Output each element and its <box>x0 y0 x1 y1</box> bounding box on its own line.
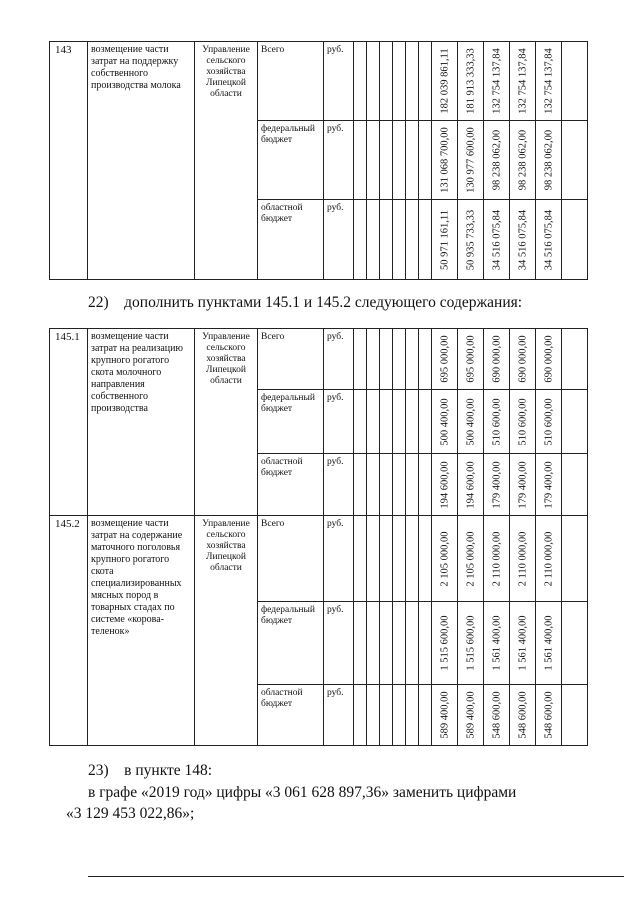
year-value: 510 600,00 <box>543 397 554 446</box>
year-value: 1 515 600,00 <box>465 615 476 671</box>
year-value: 179 400,00 <box>491 460 502 509</box>
year-value: 695 000,00 <box>439 335 450 383</box>
year-value: 1 515 600,00 <box>439 615 450 671</box>
year-value: 548 600,00 <box>517 691 528 739</box>
year-value: 690 000,00 <box>491 335 502 383</box>
year-value: 50 971 161,11 <box>439 209 450 270</box>
funding-source: федеральный бюджет <box>258 121 324 200</box>
responsible-authority: Управление сельского хозяйства Липецкой области <box>195 42 258 280</box>
year-value: 695 000,00 <box>465 335 476 383</box>
funding-source: федеральный бюджет <box>258 602 324 685</box>
funding-source: Всего <box>258 516 324 602</box>
unit: руб. <box>324 329 354 390</box>
unit: руб. <box>324 685 354 746</box>
year-value: 500 400,00 <box>465 397 476 446</box>
item-number: 143 <box>50 42 88 280</box>
table-row <box>50 329 588 390</box>
unit: руб. <box>324 121 354 200</box>
item-number: 145.1 <box>50 329 88 516</box>
year-value: 548 600,00 <box>491 691 502 739</box>
year-value: 2 110 000,00 <box>517 531 528 586</box>
year-value: 98 238 062,00 <box>517 129 528 191</box>
year-value: 34 516 075,84 <box>517 209 528 270</box>
year-value: 510 600,00 <box>491 397 502 446</box>
funding-source: областной бюджет <box>258 454 324 516</box>
year-value: 132 754 137,84 <box>543 48 554 114</box>
year-value: 132 754 137,84 <box>491 48 502 114</box>
paragraph-23-text: в графе «2019 год» цифры «3 061 628 897,36» заменить цифрами <box>88 784 517 801</box>
unit: руб. <box>324 454 354 516</box>
year-value: 194 600,00 <box>465 460 476 509</box>
table-row <box>50 516 588 602</box>
item-description: возмещение части затрат на поддержку собственного производства молока <box>88 42 195 280</box>
funding-source: областной бюджет <box>258 685 324 746</box>
unit: руб. <box>324 602 354 685</box>
funding-source: Всего <box>258 42 324 121</box>
budget-table-143 <box>49 41 588 280</box>
unit: руб. <box>324 390 354 454</box>
year-value: 132 754 137,84 <box>517 48 528 114</box>
funding-source: Всего <box>258 329 324 390</box>
year-value: 589 400,00 <box>439 691 450 739</box>
year-value: 181 913 333,33 <box>465 48 476 114</box>
year-value: 510 600,00 <box>517 397 528 446</box>
budget-table-145 <box>49 328 588 746</box>
year-value: 98 238 062,00 <box>543 129 554 191</box>
unit: руб. <box>324 200 354 280</box>
footer-divider <box>88 876 624 877</box>
year-value: 34 516 075,84 <box>491 209 502 270</box>
year-value: 179 400,00 <box>543 460 554 509</box>
year-value: 589 400,00 <box>465 691 476 739</box>
year-value: 194 600,00 <box>439 460 450 509</box>
year-value: 2 105 000,00 <box>465 530 476 587</box>
year-value: 1 561 400,00 <box>543 615 554 671</box>
unit: руб. <box>324 516 354 602</box>
item-description: возмещение части затрат на содержание маточного поголовья крупного рогатого скота специализированных мясных пород в товарных стадах по системе «корова-теленок» <box>88 516 195 746</box>
year-value: 2 110 000,00 <box>543 531 554 586</box>
table-row <box>50 42 588 121</box>
year-value: 130 977 600,00 <box>465 127 476 193</box>
paragraph-22: 22) дополнить пунктами 145.1 и 145.2 следующего содержания: <box>88 294 523 311</box>
year-value: 548 600,00 <box>543 691 554 739</box>
responsible-authority: Управление сельского хозяйства Липецкой области <box>195 329 258 516</box>
funding-source: федеральный бюджет <box>258 390 324 454</box>
item-description: возмещение части затрат на реализацию крупного рогатого скота молочного направления собственного производства <box>88 329 195 516</box>
year-value: 179 400,00 <box>517 460 528 509</box>
paragraph-23: 23) в пункте 148: <box>88 762 213 779</box>
year-value: 182 039 861,11 <box>439 48 450 114</box>
year-value: 2 105 000,00 <box>439 530 450 587</box>
paragraph-23-text-cont: «3 129 453 022,86»; <box>66 805 195 822</box>
year-value: 131 068 700,00 <box>439 127 450 193</box>
year-value: 34 516 075,84 <box>543 209 554 270</box>
unit: руб. <box>324 42 354 121</box>
year-value: 1 561 400,00 <box>517 615 528 671</box>
funding-source: областной бюджет <box>258 200 324 280</box>
year-value: 690 000,00 <box>543 335 554 383</box>
year-value: 500 400,00 <box>439 397 450 446</box>
responsible-authority: Управление сельского хозяйства Липецкой области <box>195 516 258 746</box>
year-value: 690 000,00 <box>517 335 528 383</box>
year-value: 50 935 733,33 <box>465 209 476 270</box>
year-value: 98 238 062,00 <box>491 129 502 191</box>
year-value: 1 561 400,00 <box>491 615 502 671</box>
item-number: 145.2 <box>50 516 88 746</box>
year-value: 2 110 000,00 <box>491 531 502 586</box>
